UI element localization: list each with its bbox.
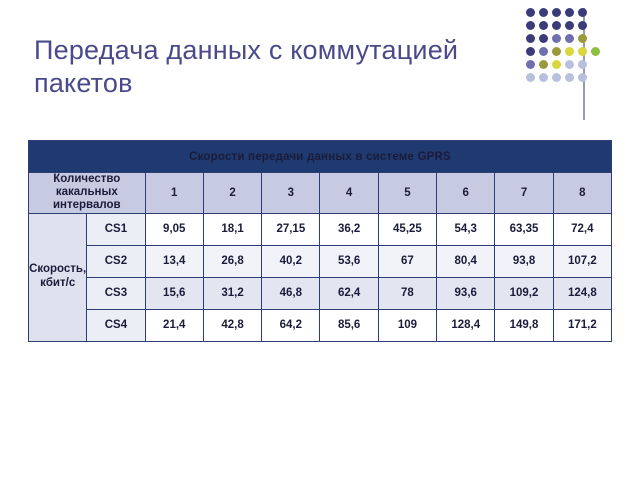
column-header-5: 5: [378, 173, 436, 214]
table-title: Скорости передачи данных в системе GPRS: [29, 141, 612, 173]
row-group-label: Скорость, кбит/с: [29, 213, 87, 341]
logo-dot: [578, 34, 587, 43]
logo-dot: [552, 60, 561, 69]
corner-header: Количество какальных интервалов: [29, 173, 146, 214]
cell-cs3-3: 46,8: [262, 277, 320, 309]
cell-cs4-5: 109: [378, 309, 436, 341]
logo-dot: [565, 8, 574, 17]
cell-cs4-4: 85,6: [320, 309, 378, 341]
logo-dot: [539, 60, 548, 69]
logo-dot: [552, 34, 561, 43]
logo-dot: [552, 21, 561, 30]
cell-cs4-3: 64,2: [262, 309, 320, 341]
logo-dot: [578, 8, 587, 17]
cell-cs2-1: 13,4: [145, 245, 203, 277]
column-header-6: 6: [437, 173, 495, 214]
logo-dot: [565, 47, 574, 56]
cell-cs3-5: 78: [378, 277, 436, 309]
column-header-7: 7: [495, 173, 553, 214]
cell-cs3-7: 109,2: [495, 277, 553, 309]
row-label-cs4: CS4: [87, 309, 145, 341]
table-row: [29, 309, 612, 341]
logo-dot: [526, 73, 535, 82]
cell-cs3-6: 93,6: [437, 277, 495, 309]
logo-dot: [526, 21, 535, 30]
logo-dot: [539, 47, 548, 56]
table-row: [29, 277, 612, 309]
cell-cs4-7: 149,8: [495, 309, 553, 341]
cell-cs2-5: 67: [378, 245, 436, 277]
logo-dot: [526, 47, 535, 56]
cell-cs3-4: 62,4: [320, 277, 378, 309]
column-header-8: 8: [553, 173, 611, 214]
cell-cs4-8: 171,2: [553, 309, 611, 341]
gprs-speed-table: [28, 140, 612, 342]
logo-dot: [578, 47, 587, 56]
cell-cs2-8: 107,2: [553, 245, 611, 277]
column-header-3: 3: [262, 173, 320, 214]
logo-dot: [526, 8, 535, 17]
logo-dot: [539, 21, 548, 30]
row-label-cs3: CS3: [87, 277, 145, 309]
logo-dot: [552, 8, 561, 17]
cell-cs3-2: 31,2: [203, 277, 261, 309]
cell-cs1-6: 54,3: [437, 213, 495, 245]
logo-dot: [565, 60, 574, 69]
cell-cs1-3: 27,15: [262, 213, 320, 245]
cell-cs3-1: 15,6: [145, 277, 203, 309]
logo-dot: [578, 60, 587, 69]
cell-cs4-6: 128,4: [437, 309, 495, 341]
cell-cs2-3: 40,2: [262, 245, 320, 277]
cell-cs1-1: 9,05: [145, 213, 203, 245]
logo-dot: [578, 73, 587, 82]
table-title-row: [29, 141, 612, 173]
logo-dot: [552, 73, 561, 82]
cell-cs4-2: 42,8: [203, 309, 261, 341]
logo-dot: [539, 34, 548, 43]
cell-cs2-7: 93,8: [495, 245, 553, 277]
cell-cs2-6: 80,4: [437, 245, 495, 277]
cell-cs2-2: 26,8: [203, 245, 261, 277]
logo-dot: [539, 73, 548, 82]
cell-cs4-1: 21,4: [145, 309, 203, 341]
cell-cs1-7: 63,35: [495, 213, 553, 245]
column-header-1: 1: [145, 173, 203, 214]
cell-cs1-8: 72,4: [553, 213, 611, 245]
logo-dot: [591, 47, 600, 56]
row-label-cs2: CS2: [87, 245, 145, 277]
data-table-container: [28, 140, 612, 342]
logo-dot: [526, 34, 535, 43]
cell-cs1-4: 36,2: [320, 213, 378, 245]
cell-cs3-8: 124,8: [553, 277, 611, 309]
cell-cs1-2: 18,1: [203, 213, 261, 245]
table-row: [29, 245, 612, 277]
logo-dot: [565, 21, 574, 30]
table-row: [29, 213, 612, 245]
table-header-row: [29, 173, 612, 214]
row-label-cs1: CS1: [87, 213, 145, 245]
dot-grid-logo: [526, 8, 622, 112]
logo-dot: [578, 21, 587, 30]
logo-dot: [526, 60, 535, 69]
page-title: Передача данных с коммутацией пакетов: [34, 35, 459, 99]
column-header-4: 4: [320, 173, 378, 214]
cell-cs1-5: 45,25: [378, 213, 436, 245]
logo-dot: [539, 8, 548, 17]
logo-dot: [565, 34, 574, 43]
cell-cs2-4: 53,6: [320, 245, 378, 277]
column-header-2: 2: [203, 173, 261, 214]
logo-dot: [552, 47, 561, 56]
logo-dot: [565, 73, 574, 82]
